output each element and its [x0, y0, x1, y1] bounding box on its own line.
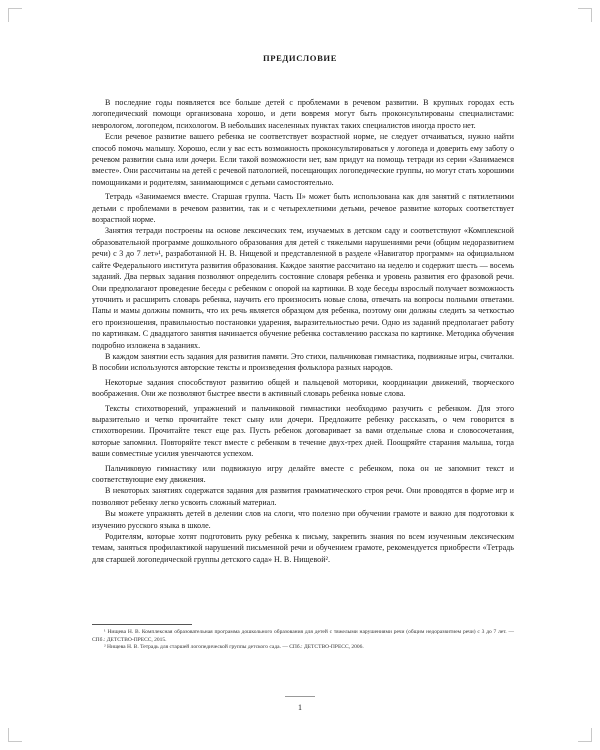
crop-mark-bottom-left: [8, 728, 22, 742]
paragraph: В последние годы появляется все больше детей с проблемами в речевом развитии. В крупных городах есть логопедический помощи организована хорошо, и дети вовремя могут быть проконсультированы специалистами: неврологом, логопедом, психологом. В небольших населенных пунктах таких специалистов иногда просто нет.: [92, 98, 514, 130]
crop-mark-bottom-right: [578, 728, 592, 742]
paragraph: Вы можете упражнять детей в делении слов на слоги, что полезно при обучении грамоте и важно для подготовки к изучению русского языка в школе.: [92, 509, 514, 530]
paragraph: В каждом занятии есть задания для развития памяти. Это стихи, пальчиковая гимнастика, подвижные игры, считалки. В пособии используются авторские тексты и произведения фольклора разных народов.: [92, 351, 514, 373]
footnote: ¹ Нищева Н. В. Комплексная образовательная программа дошкольного образования для детей с тяжелыми нарушениями речи (общим недоразвитием речи) с 3 до 7 лет. — СПб.: ДЕТСТВО-ПРЕСС, 2015.: [92, 629, 514, 643]
paragraph: Некоторые задания способствуют развитию общей и пальцевой моторики, координации движений, творческого воображения. Они же позволяют быстрее ввести в активный словарь ребенка новые слова.: [92, 377, 514, 399]
footnotes: [92, 629, 514, 652]
paragraph: Родителям, которые хотят подготовить руку ребенка к письму, закрепить знания по всем изученным лексическим темам, заняться профилактикой нарушений письменной речи и обучением грамоте, рекомендуется приобрести «Тетрадь для старшей логопедической группы детского сада» Н. В. Нищевой².: [92, 532, 514, 564]
paragraph: Тексты стихотворений, упражнений и пальчиковой гимнастики необходимо разучить с ребенком. Для этого выразительно и четко прочитайте текст сыну или дочери. Предложите ребенку рассказать, о чем говорится в стихотворении. Прочитайте текст еще раз. Пусть ребенок договаривает за вами отдельные слова и словосочетания, которые запомнил. Повторяйте текст вместе с ребенком в течение двух-трех дней. Поощряйте старания малыша, тогда ваши совместные усилия увенчаются успехом.: [92, 403, 514, 459]
page-number: 1: [298, 703, 302, 712]
paragraph: Тетрадь «Занимаемся вместе. Старшая группа. Часть II» может быть использована как для занятий с пятилетними детьми с проблемами в речевом развитии, так и с четырехлетними детьми, речевое развитие которых соответствует возрастной норме.: [92, 192, 514, 225]
paragraph: Если речевое развитие вашего ребенка не соответствует возрастной норме, не следует отчаиваться, нужно найти способ помочь малышу. Хорошо, если у вас есть возможность проконсультироваться у логопеда и доверить ему заботу о речевом развитии сына или дочери. Если такой возможности нет, вам придут на помощь тетради из серии «Занимаемся вместе». Они рассчитаны на детей с речевой патологией, посещающих логопедические группы, но могут стать хорошими помощниками и родителям, занимающимся с детьми самостоятельно.: [92, 132, 514, 187]
preface-body: [92, 97, 514, 565]
crop-mark-top-right: [578, 8, 592, 22]
page-number-rule: [285, 696, 315, 697]
paragraph: Пальчиковую гимнастику или подвижную игру делайте вместе с ребенком, пока он не запомнит текст и соответствующие ему движения.: [92, 463, 514, 484]
crop-mark-top-left: [8, 8, 22, 22]
paragraph: В некоторых занятиях содержатся задания для развития грамматического строя речи. Они проводятся в форме игр и позволяют ребенку легко усвоить сложный материал.: [92, 486, 514, 507]
paragraph: Занятия тетради построены на основе лексических тем, изучаемых в детском саду и соответствуют «Комплексной образовательной программе дошкольного образования для детей с тяжелыми нарушениями речи (общим недоразвитием речи) с 3 до 7 лет»¹, разработанной Н. В. Нищевой и представленной в разделе «Навигатор программ» на официальном сайте Федерального института развития образования. Каждое занятие рассчитано на неделю и содержит шесть — восемь заданий. Два первых задания позволяют определить состояние словаря ребенка и уровень развития его фразовой речи. Они предполагают проведение беседы с ребенком с опорой на картинки. В ходе беседы взрослый получает возможность уточнить и расширить словарь ребенка, научить его произносить новые слова, отвечать на вопросы полными ответами. Папы и мамы должны помнить, что их речь является образцом для ребенка, поэтому они должны следить за четкостью его произношения, правильностью постановки ударения, выразительностью речи. Одно из заданий предполагает работу по картинкам. С двадцатого занятия начинается обучение ребенка составлению рассказа по картинке. Методика обучения подробно изложена в заданиях.: [92, 226, 514, 350]
page-title: ПРЕДИСЛОВИЕ: [262, 53, 338, 63]
footnote: ² Нищева Н. В. Тетрадь для старшей логопедической группы детского сада. — СПб.: ДЕТСТВО-ПРЕСС, 2006.: [104, 644, 364, 651]
footnote-separator: [92, 624, 192, 625]
